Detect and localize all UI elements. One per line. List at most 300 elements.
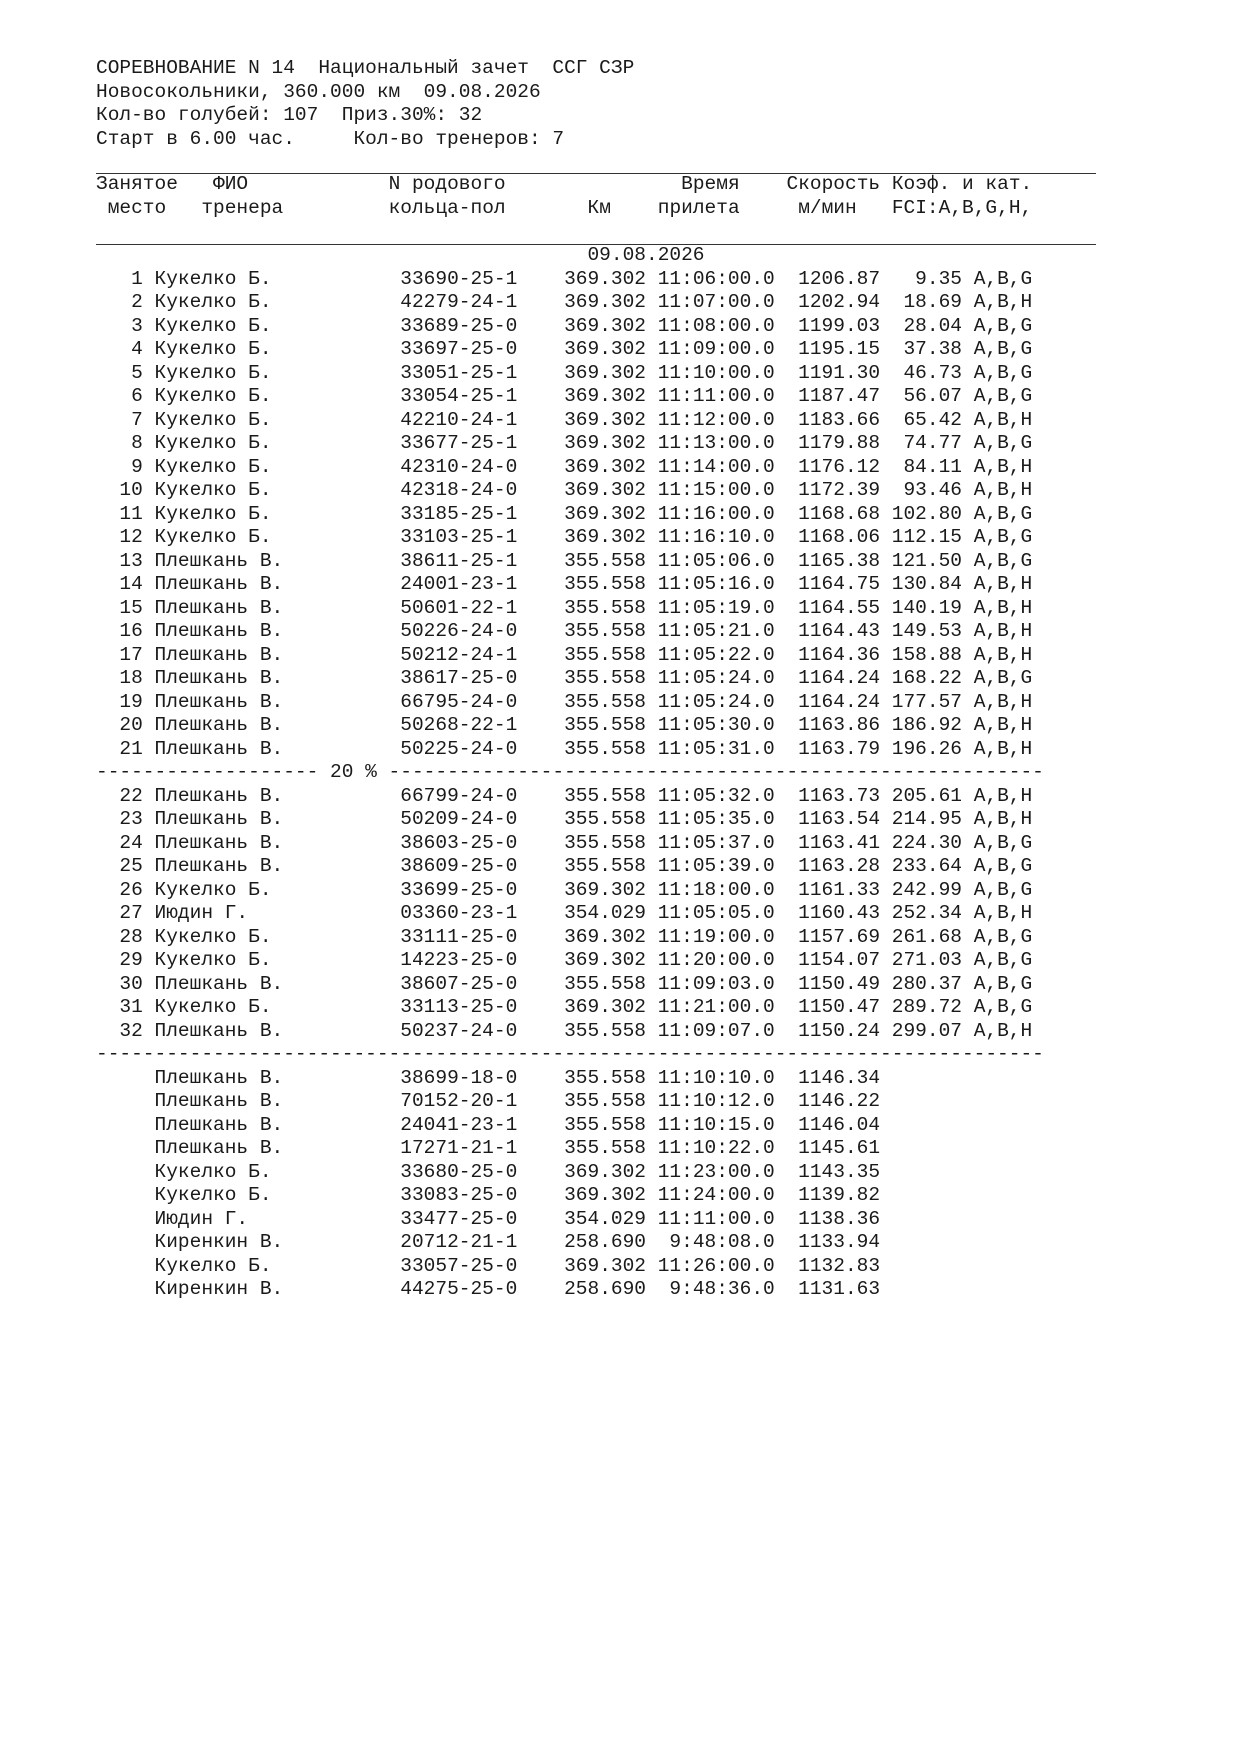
coef-cell: 28.04 <box>891 314 974 337</box>
arrival-time-cell: 11:05:24.0 <box>657 667 787 689</box>
trainer-cell: Кукелко Б. <box>154 385 401 407</box>
km-cell: 258.690 <box>564 1278 658 1300</box>
table-row <box>96 291 1032 313</box>
speed-cell: 1183.66 <box>786 408 892 431</box>
category-cell: A,B,H <box>973 573 1033 595</box>
km-cell: 369.302 <box>564 1184 658 1206</box>
place-cell: 22 <box>96 784 155 807</box>
ring-cell: 33057-25-0 <box>400 1254 565 1277</box>
table-row <box>96 644 1032 666</box>
table-row <box>96 879 1032 901</box>
coef-cell: 149.53 <box>891 620 974 642</box>
ring-cell: 38609-25-0 <box>400 855 565 877</box>
table-row <box>96 1255 880 1277</box>
coef-cell: 9.35 <box>891 267 974 290</box>
ring-cell: 50225-24-0 <box>400 737 565 760</box>
coef-cell: 233.64 <box>891 855 974 877</box>
place-cell: 17 <box>96 643 155 666</box>
col-coef-header: FCI:A,B,G,H, <box>891 196 1033 219</box>
place-cell: 25 <box>96 855 155 877</box>
arrival-time-cell: 11:07:00.0 <box>657 291 787 313</box>
table-row <box>96 973 1032 995</box>
km-cell: 369.302 <box>564 267 658 290</box>
ring-cell: 42318-24-0 <box>400 479 565 501</box>
speed-cell: 1172.39 <box>786 479 892 501</box>
ring-cell: 33699-25-0 <box>400 878 565 901</box>
arrival-time-cell: 11:06:00.0 <box>657 267 787 290</box>
trainer-cell: Кукелко Б. <box>154 878 401 901</box>
trainer-cell: Плешкань В. <box>154 972 401 995</box>
arrival-time-cell: 11:16:10.0 <box>657 526 787 548</box>
category-cell: A,B,H <box>973 620 1033 642</box>
trainer-cell: Кукелко Б. <box>154 408 401 431</box>
trainer-cell: Плешкань В. <box>154 855 401 877</box>
km-cell: 355.558 <box>564 831 658 854</box>
category-cell: A,B,G <box>973 385 1033 407</box>
km-cell: 355.558 <box>564 596 658 619</box>
category-cell: A,B,H <box>973 902 1033 924</box>
km-cell: 369.302 <box>564 526 658 548</box>
place-cell <box>96 1114 155 1136</box>
table-row <box>96 620 1032 642</box>
category-cell: A,B,H <box>973 737 1033 760</box>
speed-cell: 1199.03 <box>786 314 892 337</box>
ring-cell: 33477-25-0 <box>400 1207 565 1230</box>
arrival-time-cell: 11:13:00.0 <box>657 432 787 454</box>
table-row <box>96 338 1032 360</box>
place-cell <box>96 1278 155 1300</box>
arrival-time-cell: 11:05:22.0 <box>657 643 787 666</box>
ring-cell: 20712-21-1 <box>400 1231 565 1253</box>
table-row <box>96 949 1032 971</box>
km-cell: 355.558 <box>564 737 658 760</box>
coef-cell: 186.92 <box>891 714 974 736</box>
category-cell: A,B,G <box>973 338 1033 360</box>
table-row <box>96 996 1032 1018</box>
arrival-time-cell: 11:09:00.0 <box>657 338 787 360</box>
ring-cell: 33083-25-0 <box>400 1184 565 1206</box>
place-cell <box>96 1255 155 1277</box>
ring-cell: 50209-24-0 <box>400 808 565 830</box>
trainer-cell: Плешкань В. <box>154 549 401 572</box>
speed-cell: 1191.30 <box>786 361 892 384</box>
coef-cell: 271.03 <box>891 949 974 971</box>
category-cell: A,B,G <box>973 972 1033 995</box>
coef-cell: 112.15 <box>891 526 974 548</box>
place-cell: 20 <box>96 714 155 736</box>
ring-cell: 50237-24-0 <box>400 1019 565 1042</box>
coef-cell: 168.22 <box>891 667 974 689</box>
place-cell: 21 <box>96 737 155 760</box>
place-cell <box>96 1090 155 1112</box>
place-cell: 19 <box>96 690 155 713</box>
km-cell: 355.558 <box>564 1113 658 1136</box>
category-cell: A,B,H <box>973 291 1033 313</box>
place-cell <box>96 1067 155 1089</box>
route-and-date: Новосокольники, 360.000 км 09.08.2026 <box>96 80 541 103</box>
trainer-cell: Плешкань В. <box>154 737 401 760</box>
ring-cell: 38699-18-0 <box>400 1066 565 1089</box>
trainer-cell: Плешкань В. <box>154 808 401 830</box>
ring-cell: 33103-25-1 <box>400 526 565 548</box>
speed-cell: 1202.94 <box>786 291 892 313</box>
coef-cell: 18.69 <box>891 291 974 313</box>
ring-cell: 33697-25-0 <box>400 338 565 360</box>
speed-cell: 1160.43 <box>786 902 892 924</box>
trainer-cell: Кукелко Б. <box>154 1184 401 1206</box>
place-cell: 24 <box>96 831 155 854</box>
table-row <box>96 714 1032 736</box>
trainer-cell: Кукелко Б. <box>154 996 401 1018</box>
km-cell: 354.029 <box>564 902 658 924</box>
km-cell: 369.302 <box>564 385 658 407</box>
km-cell: 355.558 <box>564 1090 658 1112</box>
table-row <box>96 926 1032 948</box>
place-cell: 2 <box>96 291 155 313</box>
ring-cell: 50601-22-1 <box>400 596 565 619</box>
ring-cell: 38617-25-0 <box>400 667 565 689</box>
trainer-cell: Плешкань В. <box>154 667 401 689</box>
category-cell: A,B,H <box>973 455 1033 478</box>
place-cell: 12 <box>96 526 155 548</box>
table-row <box>96 479 1032 501</box>
arrival-time-cell: 11:10:00.0 <box>657 361 787 384</box>
arrival-time-cell: 11:05:37.0 <box>657 831 787 854</box>
col-place-header: место <box>96 196 167 219</box>
arrival-time-cell: 11:05:31.0 <box>657 737 787 760</box>
place-cell: 7 <box>96 408 155 431</box>
trainer-cell: Кукелко Б. <box>154 291 401 313</box>
place-cell: 27 <box>96 902 155 924</box>
table-row <box>96 1137 880 1159</box>
trainer-cell: Плешкань В. <box>154 831 401 854</box>
trainer-cell: Плешкань В. <box>154 690 401 713</box>
arrival-time-cell: 11:16:00.0 <box>657 502 787 525</box>
place-cell: 1 <box>96 267 155 290</box>
prize-20-percent-label: 20 % <box>330 761 377 783</box>
category-cell: A,B,H <box>973 808 1033 830</box>
category-cell: A,B,H <box>973 643 1033 666</box>
speed-cell: 1138.36 <box>786 1207 881 1230</box>
place-cell: 6 <box>96 385 155 407</box>
table-row <box>96 785 1032 807</box>
category-cell: A,B,H <box>973 408 1033 431</box>
km-cell: 355.558 <box>564 808 658 830</box>
table-row <box>96 456 1032 478</box>
coef-cell: 46.73 <box>891 361 974 384</box>
coef-cell: 196.26 <box>891 737 974 760</box>
arrival-time-cell: 11:05:39.0 <box>657 855 787 877</box>
ring-cell: 38603-25-0 <box>400 831 565 854</box>
ring-cell: 50268-22-1 <box>400 714 565 736</box>
trainer-cell: Плешкань В. <box>154 784 401 807</box>
arrival-time-cell: 11:19:00.0 <box>657 925 787 948</box>
coef-cell: 214.95 <box>891 808 974 830</box>
coef-cell: 130.84 <box>891 573 974 595</box>
speed-cell: 1165.38 <box>786 549 892 572</box>
ring-cell: 33680-25-0 <box>400 1160 565 1183</box>
place-cell: 32 <box>96 1019 155 1042</box>
km-cell: 369.302 <box>564 408 658 431</box>
speed-cell: 1161.33 <box>786 878 892 901</box>
category-cell: A,B,G <box>973 549 1033 572</box>
table-row <box>96 1161 880 1183</box>
ring-cell: 33054-25-1 <box>400 385 565 407</box>
km-cell: 369.302 <box>564 878 658 901</box>
ring-cell: 42279-24-1 <box>400 291 565 313</box>
km-cell: 355.558 <box>564 667 658 689</box>
category-cell: A,B,G <box>973 949 1033 971</box>
speed-cell: 1163.86 <box>786 714 892 736</box>
table-row <box>96 1208 880 1230</box>
ring-cell: 66795-24-0 <box>400 690 565 713</box>
arrival-time-cell: 11:20:00.0 <box>657 949 787 971</box>
place-cell: 26 <box>96 878 155 901</box>
category-cell: A,B,G <box>973 996 1033 1018</box>
table-row <box>96 526 1032 548</box>
km-cell: 355.558 <box>564 1137 658 1159</box>
ring-cell: 33113-25-0 <box>400 996 565 1018</box>
km-cell: 369.302 <box>564 1160 658 1183</box>
km-cell: 354.029 <box>564 1207 658 1230</box>
coef-cell: 261.68 <box>891 925 974 948</box>
trainer-cell: Плешкань В. <box>154 643 401 666</box>
km-cell: 355.558 <box>564 690 658 713</box>
table-row <box>96 362 1032 384</box>
arrival-time-cell: 11:18:00.0 <box>657 878 787 901</box>
table-row <box>96 1020 1032 1042</box>
coef-cell: 65.42 <box>891 408 974 431</box>
ring-cell: 38611-25-1 <box>400 549 565 572</box>
ring-cell: 44275-25-0 <box>400 1278 565 1300</box>
speed-cell: 1163.41 <box>786 831 892 854</box>
place-cell: 9 <box>96 455 155 478</box>
speed-cell: 1164.55 <box>786 596 892 619</box>
category-cell: A,B,H <box>973 1019 1033 1042</box>
km-cell: 369.302 <box>564 996 658 1018</box>
speed-cell: 1146.34 <box>786 1066 881 1089</box>
trainer-cell: Кукелко Б. <box>154 479 401 501</box>
place-cell: 23 <box>96 808 155 830</box>
table-row <box>96 691 1032 713</box>
category-cell: A,B,G <box>973 432 1033 454</box>
place-cell: 11 <box>96 502 155 525</box>
arrival-time-cell: 11:05:32.0 <box>657 784 787 807</box>
arrival-time-cell: 9:48:36.0 <box>657 1278 787 1300</box>
coef-cell: 289.72 <box>891 996 974 1018</box>
ring-cell: 33111-25-0 <box>400 925 565 948</box>
trainer-cell: Кукелко Б. <box>154 502 401 525</box>
arrival-time-cell: 11:11:00.0 <box>657 385 787 407</box>
coef-cell: 252.34 <box>891 902 974 924</box>
speed-cell: 1163.54 <box>786 808 892 830</box>
table-row <box>96 1184 880 1206</box>
coef-cell: 56.07 <box>891 385 974 407</box>
ring-cell: 66799-24-0 <box>400 784 565 807</box>
table-row <box>96 1278 880 1300</box>
km-cell: 355.558 <box>564 714 658 736</box>
speed-cell: 1163.28 <box>786 855 892 877</box>
speed-cell: 1195.15 <box>786 338 892 360</box>
km-cell: 355.558 <box>564 855 658 877</box>
col-km-header: Км <box>587 196 611 219</box>
arrival-time-cell: 11:05:06.0 <box>657 549 787 572</box>
table-row <box>96 738 1032 760</box>
category-cell: A,B,H <box>973 714 1033 736</box>
table-row <box>96 1090 880 1112</box>
arrival-time-cell: 11:10:22.0 <box>657 1137 787 1159</box>
trainer-cell: Кукелко Б. <box>154 455 401 478</box>
place-cell <box>96 1161 155 1183</box>
speed-cell: 1150.24 <box>786 1019 892 1042</box>
trainer-cell: Плешкань В. <box>154 620 401 642</box>
category-cell: A,B,H <box>973 479 1033 501</box>
trainer-cell: Плешкань В. <box>154 1066 401 1089</box>
trainer-cell: Плешкань В. <box>154 573 401 595</box>
speed-cell: 1131.63 <box>786 1278 881 1300</box>
category-cell: A,B,G <box>973 855 1033 877</box>
arrival-time-cell: 11:10:12.0 <box>657 1090 787 1112</box>
table-row <box>96 1114 880 1136</box>
ring-cell: 70152-20-1 <box>400 1090 565 1112</box>
speed-cell: 1150.47 <box>786 996 892 1018</box>
place-cell: 13 <box>96 549 155 572</box>
category-cell: A,B,G <box>973 831 1033 854</box>
place-cell <box>96 1208 155 1230</box>
speed-cell: 1163.73 <box>786 784 892 807</box>
km-cell: 369.302 <box>564 925 658 948</box>
table-row <box>96 573 1032 595</box>
table-header <box>96 173 1032 220</box>
arrival-time-cell: 11:10:15.0 <box>657 1113 787 1136</box>
table-row <box>96 1231 880 1253</box>
speed-cell: 1150.49 <box>786 972 892 995</box>
category-cell: A,B,G <box>973 667 1033 689</box>
table-row <box>96 597 1032 619</box>
place-cell: 15 <box>96 596 155 619</box>
arrival-time-cell: 9:48:08.0 <box>657 1231 787 1253</box>
trainer-cell: Плешкань В. <box>154 1019 401 1042</box>
coef-cell: 242.99 <box>891 878 974 901</box>
place-cell: 16 <box>96 620 155 642</box>
arrival-time-cell: 11:14:00.0 <box>657 455 787 478</box>
trainer-cell: Кукелко Б. <box>154 949 401 971</box>
speed-cell: 1176.12 <box>786 455 892 478</box>
results-table: 09.08.2026 1 Кукелко Б. 33690-25-1 369.302 11:06:00.0 1206.87 9.35 A,B,G 2 Кукелко Б. 42279-24-1 369.302 11:07:00.0 1202.94 18.69 A,B,H 3 Кукелко Б. 33689-25-0 369.302 11:08:00.0 1199.03 28.04 A,B,G 4 Кукелко Б. 33697-25-0 369.302 11:09:00.0 1195.15 37.38 A,B,G 5 Кукелко Б. 33051-25-1 369.302 11:10:00.0 1191.30 46.73 A,B,G 6 Кукелко Б. 33054-25-1 369.302 11:11:00.0 1187.47 56.07 A,B,G 7 Кукелко Б. 42210-24-1 369.302 11:12:00.0 1183.66 65.42 A,B,H 8 Кукелко Б. 33677-25-1 369.302 11:13:00.0 1179.88 74.77 A,B,G 9 Кукелко Б. 42310-24-0 369.302 11:14:00.0 1176.12 84.11 A,B,H 10 Кукелко Б. 42318-24-0 369.302 11:15:00.0 1172.39 93.46 A,B,H 11 Кукелко Б. 33185-25-1 369.302 11:16:00.0 1168.68 102.80 A,B,G 12 Кукелко Б. 33103-25-1 369.302 11:16:10.0 1168.06 112.15 A,B,G 13 Плешкань В. 38611-25-1 355.558 11:05:06.0 1165.38 121.50 A,B,G 14 Плешкань В. 24001-23-1 355.558 11:05:16.0 1164.75 130.84 A,B,H 15 Плешкань В. 50601-22-1 355.558 11:05:19.0 1164.55 140.19 A,B,H 16 Плешкань В. 50226-24-0 355.558 11:05:21.0 1164.43 149.53 A,B,H 17 Плешкань В. 50212-24-1 355.558 11:05:22.0 1164.36 158.88 A,B,H 18 Плешкань В. 38617-25-0 355.558 11:05:24.0 1164.24 168.22 A,B,G 19 Плешкань В. 66795-24-0 355.558 11:05:24.0 1164.24 177.57 A,B,H 20 Плешкань В. 50268-22-1 355.558 11:05:30.0 1163.86 186.92 A,B,H 21 Плешкань В. 50225-24-0 355.558 11:05:31.0 1163.79 196.26 A,B,H ------------------- 20 % -------------------------------------------------------- 22 Плешкань В. 66799-24-0 355.558 11:05:32.0 1163.73 205.61 A,B,H 23 Плешкань В. 50209-24-0 355.558 11:05:35.0 1163.54 214.95 A,B,H 24 Плешкань В. 38603-25-0 355.558 11:05:37.0 1163.41 224.30 A,B,G 25 Плешкань В. 38609-25-0 355.558 11:05:39.0 1163.28 233.64 A,B,G 26 Кукелко Б. 33699-25-0 369.302 11:18:00.0 1161.33 242.99 A,B,G 27 Июдин Г. 03360-23-1 354.029 11:05:05.0 1160.43 252.34 A,B,H 28 Кукелко Б. 33111-25-0 369.302 11:19:00.0 1157.69 261.68 A,B,G 29 Кукелко Б. 14223-25-0 369.302 11:20:00.0 1154.07 271.03 A,B,G 30 Плешкань В. 38607-25-0 355.558 11:09:03.0 1150.49 280.37 A,B,G 31 Кукелко Б. 33113-25-0 369.302 11:21:00.0 1150.47 289.72 A,B,G 32 Плешкань В. 50237-24-0 355.558 11:09:07.0 1150.24 299.07 A,B,H --------------------------------------------------------------------------------- Плешкань В. 38699-18-0 355.558 11:10:10.0 1146.34 Плешкань В. 70152-20-1 355.558 11:10:12.0 1146.22 Плешкань В. 24041-23-1 355.558 11:10:15.0 1146.04 Плешкань В. 17271-21-1 355.558 11:10:22.0 1145.61 Кукелко Б. 33680-25-0 369.302 11:23:00.0 1143.35 Кукелко Б. 33083-25-0 369.302 11:24:00.0 1139.82 Июдин Г. 33477-25-0 354.029 11:11:00.0 1138.36 Киренкин В. 20712-21-1 258.690 9:48:08.0 1133.94 Кукелко Б. 33057-25-0 369.302 11:26:00.0 1132.83 Киренкин В. 44275-25-0 258.690 9:48:36.0 1131.63 <box>96 244 1044 1300</box>
speed-cell: 1139.82 <box>786 1184 881 1206</box>
trainer-cell: Плешкань В. <box>154 596 401 619</box>
km-cell: 355.558 <box>564 549 658 572</box>
trainer-cell: Кукелко Б. <box>154 1254 401 1277</box>
start-info: Старт в 6.00 час. Кол-во тренеров: 7 <box>96 127 565 150</box>
trainer-cell: Киренкин В. <box>154 1231 401 1253</box>
place-cell: 29 <box>96 949 155 971</box>
arrival-time-cell: 11:05:30.0 <box>657 714 787 736</box>
speed-cell: 1206.87 <box>786 267 892 290</box>
col-ring-header: N родового <box>388 173 506 195</box>
table-row <box>96 667 1032 689</box>
coef-cell: 74.77 <box>891 432 974 454</box>
prize-cutoff-rule: --------------------------------------------------------------------------------- <box>96 1043 1044 1065</box>
km-cell: 355.558 <box>564 573 658 595</box>
col-name-header: ФИО <box>213 173 249 195</box>
col-name-header: тренера <box>201 196 284 219</box>
arrival-time-cell: 11:08:00.0 <box>657 314 787 337</box>
trainer-cell: Плешкань В. <box>154 714 401 736</box>
km-cell: 369.302 <box>564 338 658 360</box>
table-row <box>96 550 1032 572</box>
coef-cell: 140.19 <box>891 596 974 619</box>
km-cell: 369.302 <box>564 291 658 313</box>
coef-cell: 93.46 <box>891 479 974 501</box>
trainer-cell: Кукелко Б. <box>154 432 401 454</box>
arrival-time-cell: 11:09:03.0 <box>657 972 787 995</box>
coef-cell: 84.11 <box>891 455 974 478</box>
place-cell <box>96 1231 155 1253</box>
place-cell: 4 <box>96 338 155 360</box>
ring-cell: 24001-23-1 <box>400 573 565 595</box>
arrival-time-cell: 11:05:21.0 <box>657 620 787 642</box>
speed-cell: 1132.83 <box>786 1254 881 1277</box>
category-cell: A,B,G <box>973 925 1033 948</box>
km-cell: 355.558 <box>564 1019 658 1042</box>
speed-cell: 1145.61 <box>786 1137 881 1159</box>
trainer-cell: Кукелко Б. <box>154 925 401 948</box>
trainer-cell: Кукелко Б. <box>154 267 401 290</box>
trainer-cell: Кукелко Б. <box>154 314 401 337</box>
date-label: 09.08.2026 <box>96 244 705 266</box>
ring-cell: 33051-25-1 <box>400 361 565 384</box>
table-row <box>96 268 1032 290</box>
arrival-time-cell: 11:05:19.0 <box>657 596 787 619</box>
trainer-cell: Киренкин В. <box>154 1278 401 1300</box>
place-cell: 28 <box>96 925 155 948</box>
arrival-time-cell: 11:23:00.0 <box>657 1160 787 1183</box>
km-cell: 369.302 <box>564 314 658 337</box>
place-cell: 18 <box>96 667 155 689</box>
speed-cell: 1164.75 <box>786 573 892 595</box>
trainer-cell: Плешкань В. <box>154 1090 401 1112</box>
arrival-time-cell: 11:21:00.0 <box>657 996 787 1018</box>
speed-cell: 1146.04 <box>786 1113 881 1136</box>
km-cell: 355.558 <box>564 1066 658 1089</box>
trainer-cell: Кукелко Б. <box>154 1160 401 1183</box>
speed-cell: 1179.88 <box>786 432 892 454</box>
arrival-time-cell: 11:15:00.0 <box>657 479 787 501</box>
ring-cell: 33185-25-1 <box>400 502 565 525</box>
col-coef-header: Коэф. и кат. <box>891 173 1033 195</box>
km-cell: 355.558 <box>564 643 658 666</box>
arrival-time-cell: 11:05:24.0 <box>657 690 787 713</box>
trainer-cell: Июдин Г. <box>154 902 401 924</box>
category-cell: A,B,G <box>973 502 1033 525</box>
table-row <box>96 409 1032 431</box>
km-cell: 369.302 <box>564 455 658 478</box>
ring-cell: 42310-24-0 <box>400 455 565 478</box>
col-place-header: Занятое <box>96 173 178 195</box>
ring-cell: 33677-25-1 <box>400 432 565 454</box>
table-row <box>96 315 1032 337</box>
table-row <box>96 808 1032 830</box>
competition-title: СОРЕВНОВАНИЕ N 14 Национальный зачет ССГ СЗР <box>96 57 635 79</box>
ring-cell: 17271-21-1 <box>400 1137 565 1159</box>
ring-cell: 33689-25-0 <box>400 314 565 337</box>
place-cell: 3 <box>96 314 155 337</box>
pigeon-count: Кол-во голубей: 107 Приз.30%: 32 <box>96 104 483 126</box>
table-row <box>96 832 1032 854</box>
coef-cell: 177.57 <box>891 690 974 713</box>
speed-cell: 1157.69 <box>786 925 892 948</box>
